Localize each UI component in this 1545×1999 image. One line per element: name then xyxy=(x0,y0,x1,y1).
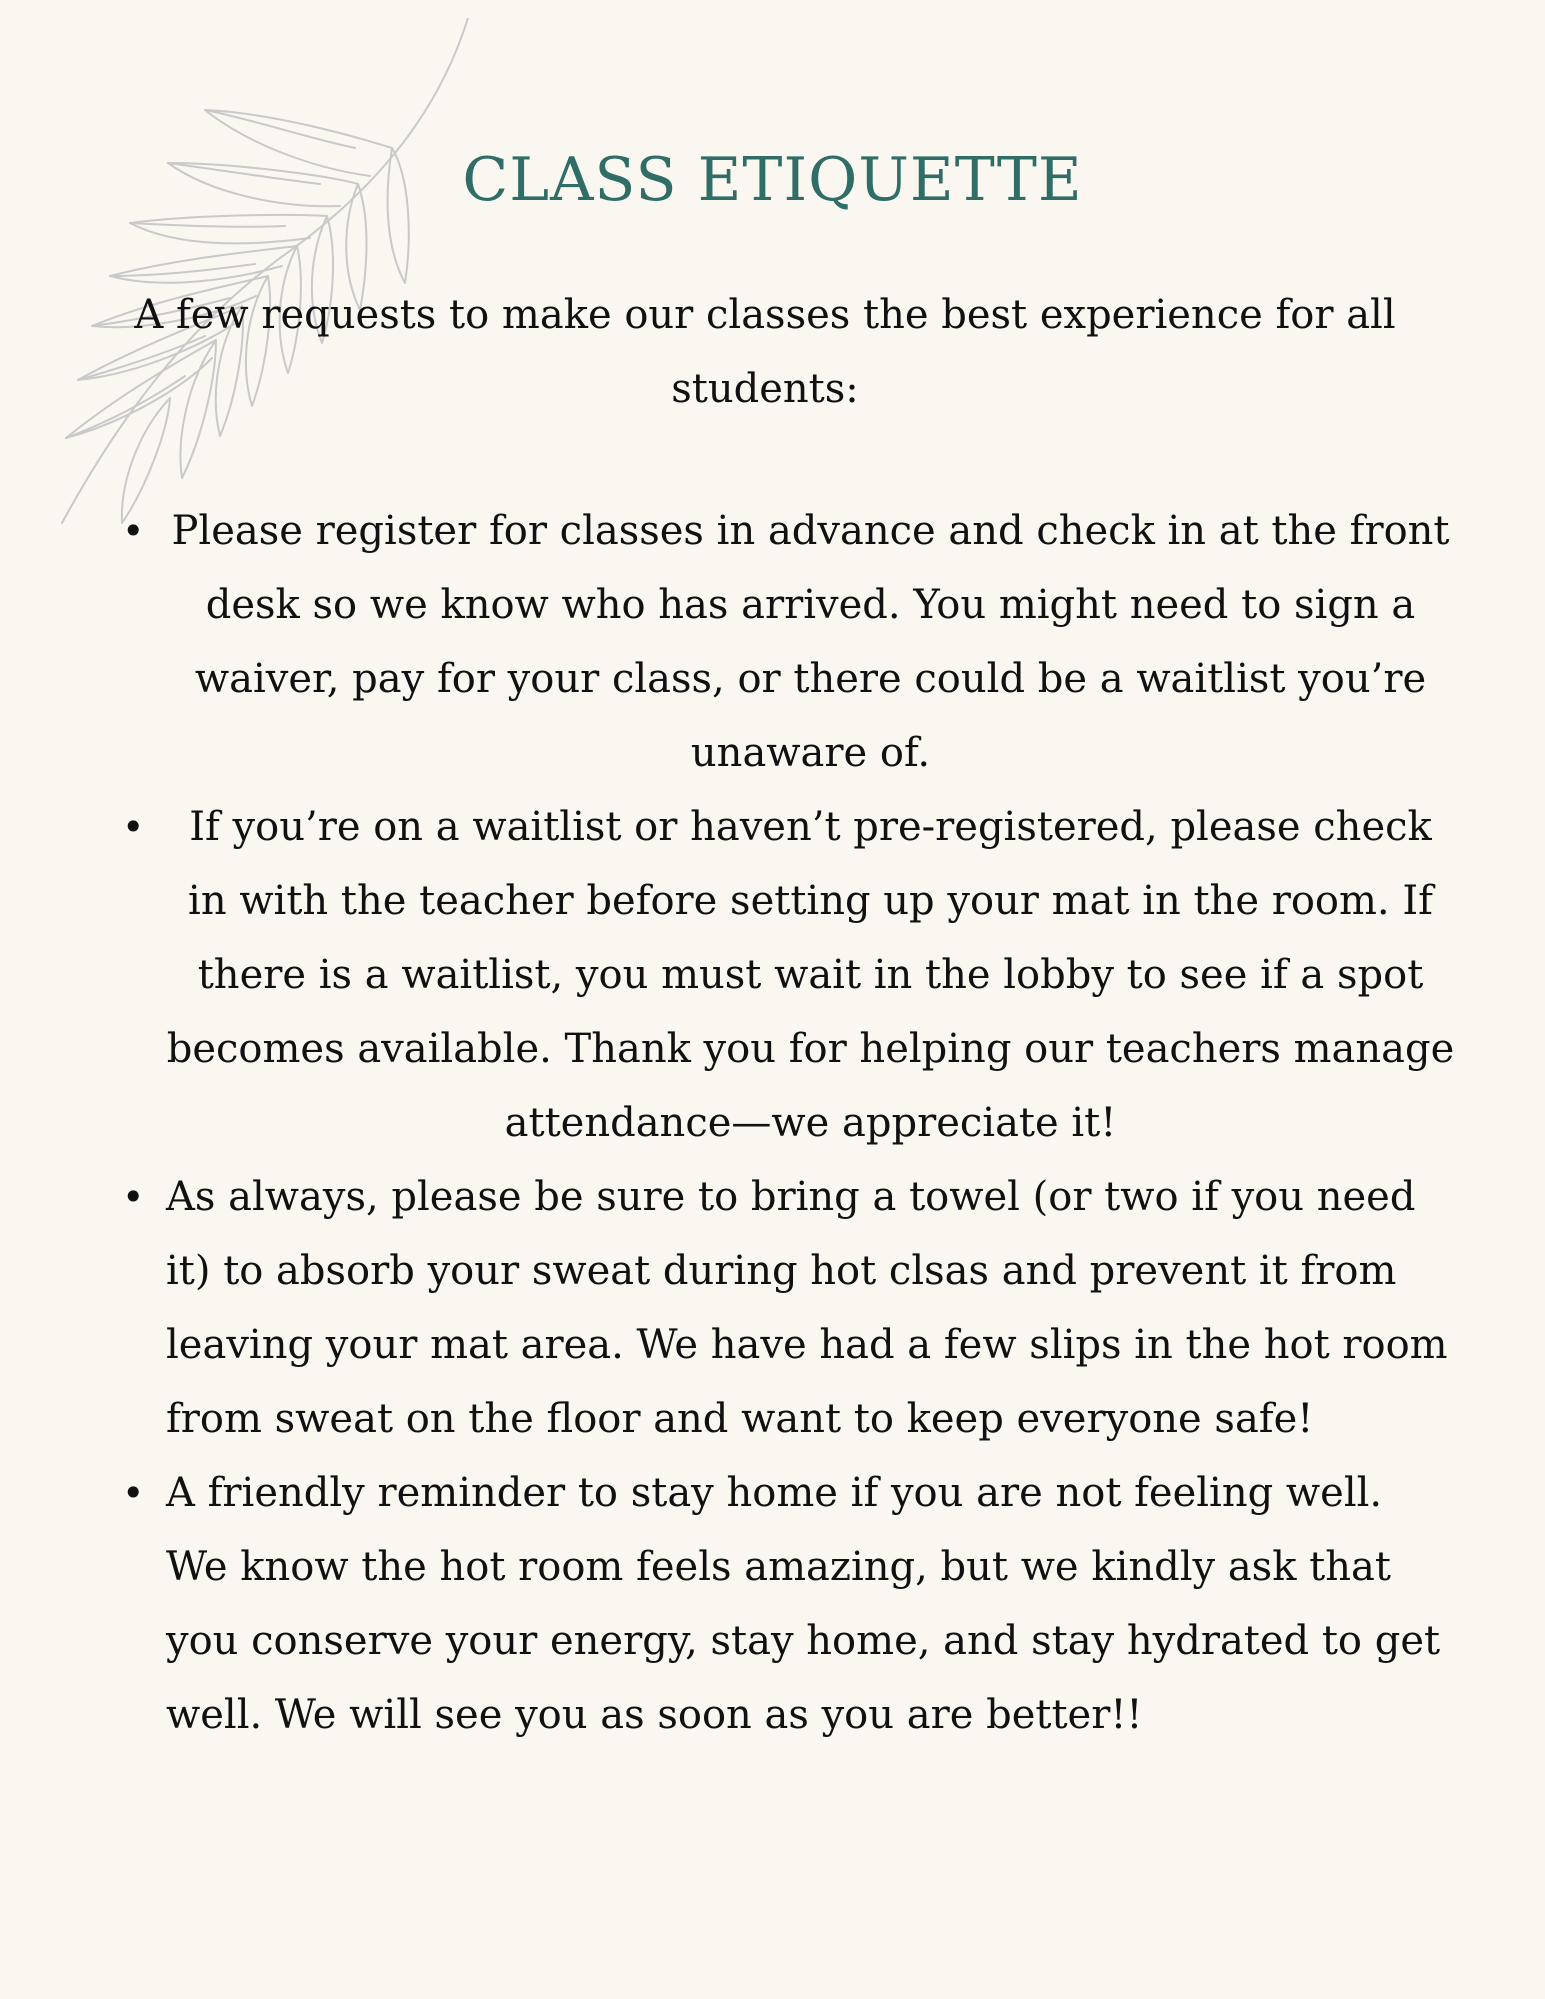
intro-text: A few requests to make our classes the best experience for all students: xyxy=(134,292,1396,412)
list-item xyxy=(110,1456,1455,1752)
bullet-icon: • xyxy=(122,1175,145,1219)
list-item xyxy=(110,494,1455,790)
rule-text: Please register for classes in advance and check in at the front desk so we know who has arrived. You might need to sign a waiver, pay for your class, or there could be a waitlist you’re unaware of. xyxy=(171,508,1450,776)
rule-text: A friendly reminder to stay home if you are not feeling well. We know the hot room feels amazing, but we kindly ask that you conserve your energy, stay home, and stay hydrated to get well. We will see you as soon as you are better!! xyxy=(166,1470,1441,1738)
bullet-icon: • xyxy=(122,1471,145,1515)
bullet-icon: • xyxy=(122,805,145,849)
rule-text: As always, please be sure to bring a towel (or two if you need it) to absorb your sweat during hot clsas and prevent it from leaving your mat area. We have had a few slips in the hot room from sweat on the floor and want to keep everyone safe! xyxy=(166,1174,1448,1442)
page-title: CLASS ETIQUETTE xyxy=(462,145,1083,215)
bullet-icon: • xyxy=(122,509,145,553)
rule-text: If you’re on a waitlist or haven’t pre-registered, please check in with the teacher before setting up your mat in the room. If there is a waitlist, you must wait in the lobby to see if a spot becomes available. Thank you for helping our teachers manage attendance—we appreciate it! xyxy=(166,804,1455,1146)
etiquette-list xyxy=(110,494,1455,1752)
list-item xyxy=(110,790,1455,1160)
list-item xyxy=(110,1160,1455,1456)
